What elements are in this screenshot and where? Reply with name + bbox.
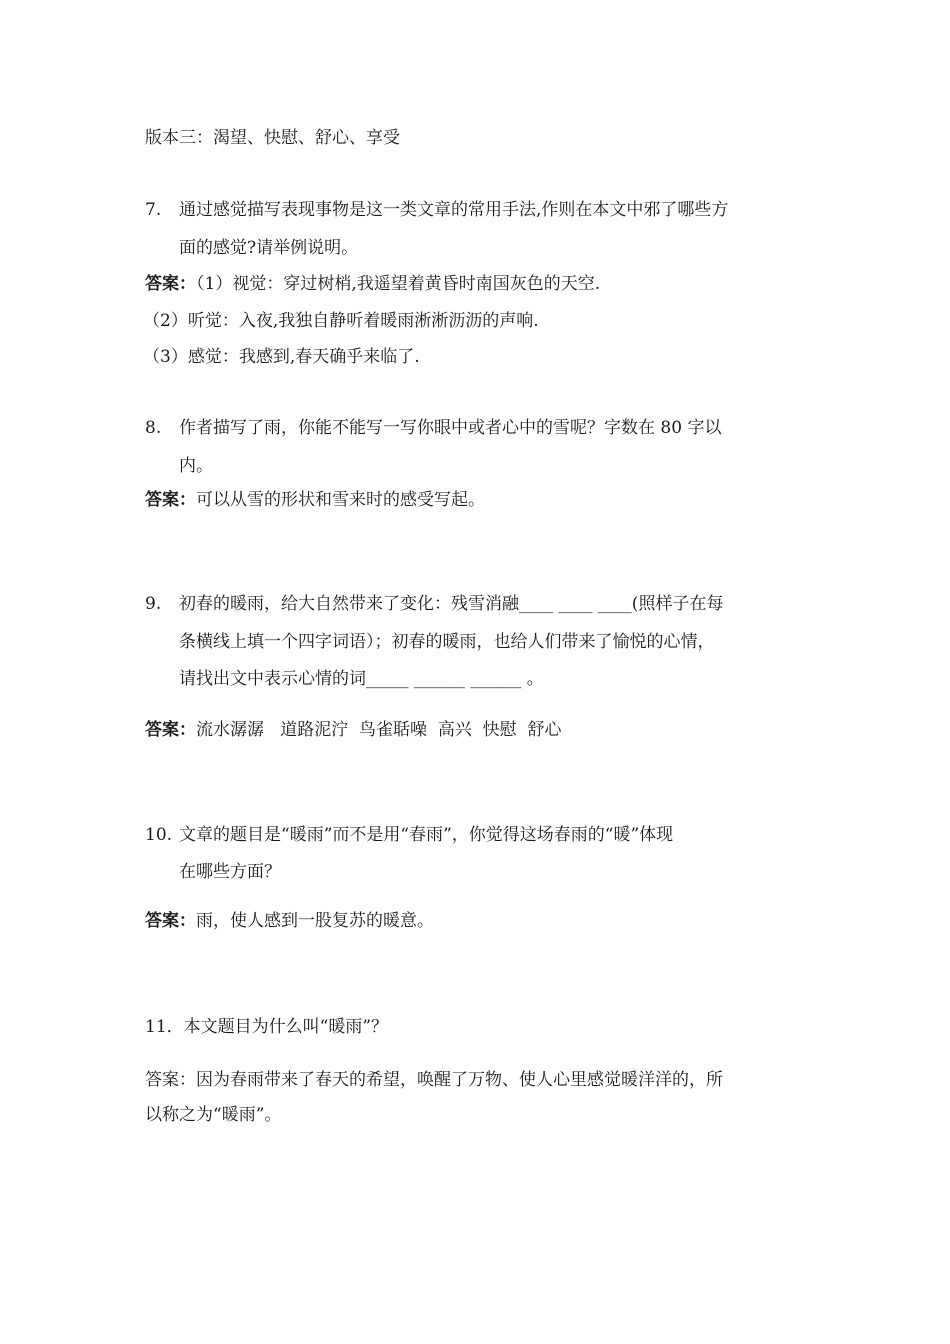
q10-line1 [145,823,673,847]
q9-line1 [145,592,723,616]
q10-answer-label: 答案： [145,911,196,931]
q11-answer-line1: 答案：因为春雨带来了春天的希望，唤醒了万物、使人心里感觉暖洋洋的，所 [145,1070,723,1090]
q9-answer-line [145,718,561,742]
version3-line: 版本三：渴望、快慰、舒心、享受 [145,128,400,148]
q9-text-line1: 初春的暖雨，给大自然带来了变化：残雪消融____ ____ ____(照样子在每 [179,594,724,614]
q8-answer-label: 答案： [145,490,196,510]
q10-answer: 雨，使人感到一股复苏的暖意。 [196,911,434,931]
q10-number: 10. [145,825,173,845]
q8-answer: 可以从雪的形状和雪来时的感受写起。 [196,490,485,510]
q8-line1 [145,416,721,440]
q7-text-line2: 面的感觉?请举例说明。 [179,238,359,258]
q7-answer-label: 答案： [145,274,196,294]
q8-number: 8. [145,418,162,438]
q7-text-line1: 通过感觉描写表现事物是这一类文章的常用手法,作则在本文中邪了哪些方 [179,200,729,220]
q9-number: 9. [145,594,162,614]
q11-answer-line2: 以称之为“暖雨”。 [145,1105,282,1125]
q7-line1 [145,198,728,222]
q7-number: 7. [145,200,162,220]
q10-text-line2: 在哪些方面？ [179,862,281,882]
q7-answer3: （3）感觉：我感到,春天确乎来临了. [143,347,420,367]
q10-text-line1: 文章的题目是“暖雨”而不是用“春雨”，你觉得这场春雨的“暖”体现 [179,825,674,845]
q10-answer-line [145,909,434,933]
q7-answer2: （2）听觉：入夜,我独自静听着暖雨淅淅沥沥的声响. [143,311,539,331]
q9-text-line2: 条横线上填一个四字词语）；初春的暖雨，也给人们带来了愉悦的心情， [179,632,715,652]
q9-text-line3: 请找出文中表示心情的词_____ ______ ______ 。 [179,669,544,689]
q7-answer1: （1）视觉：穿过树梢,我遥望着黄昏时南国灰色的天空. [196,274,601,294]
q8-answer-line [145,488,485,512]
q8-text-line2: 内。 [179,456,213,476]
q11-question: 11．本文题目为什么叫“暖雨”？ [145,1017,389,1037]
q7-answer-line1 [145,272,600,296]
q8-text-line1: 作者描写了雨，你能不能写一写你眼中或者心中的雪呢？字数在 80 字以 [179,418,722,438]
q9-answer-label: 答案： [145,720,196,740]
q9-answer: 流水潺潺 道路泥泞 鸟雀聒噪 高兴 快慰 舒心 [196,720,562,740]
